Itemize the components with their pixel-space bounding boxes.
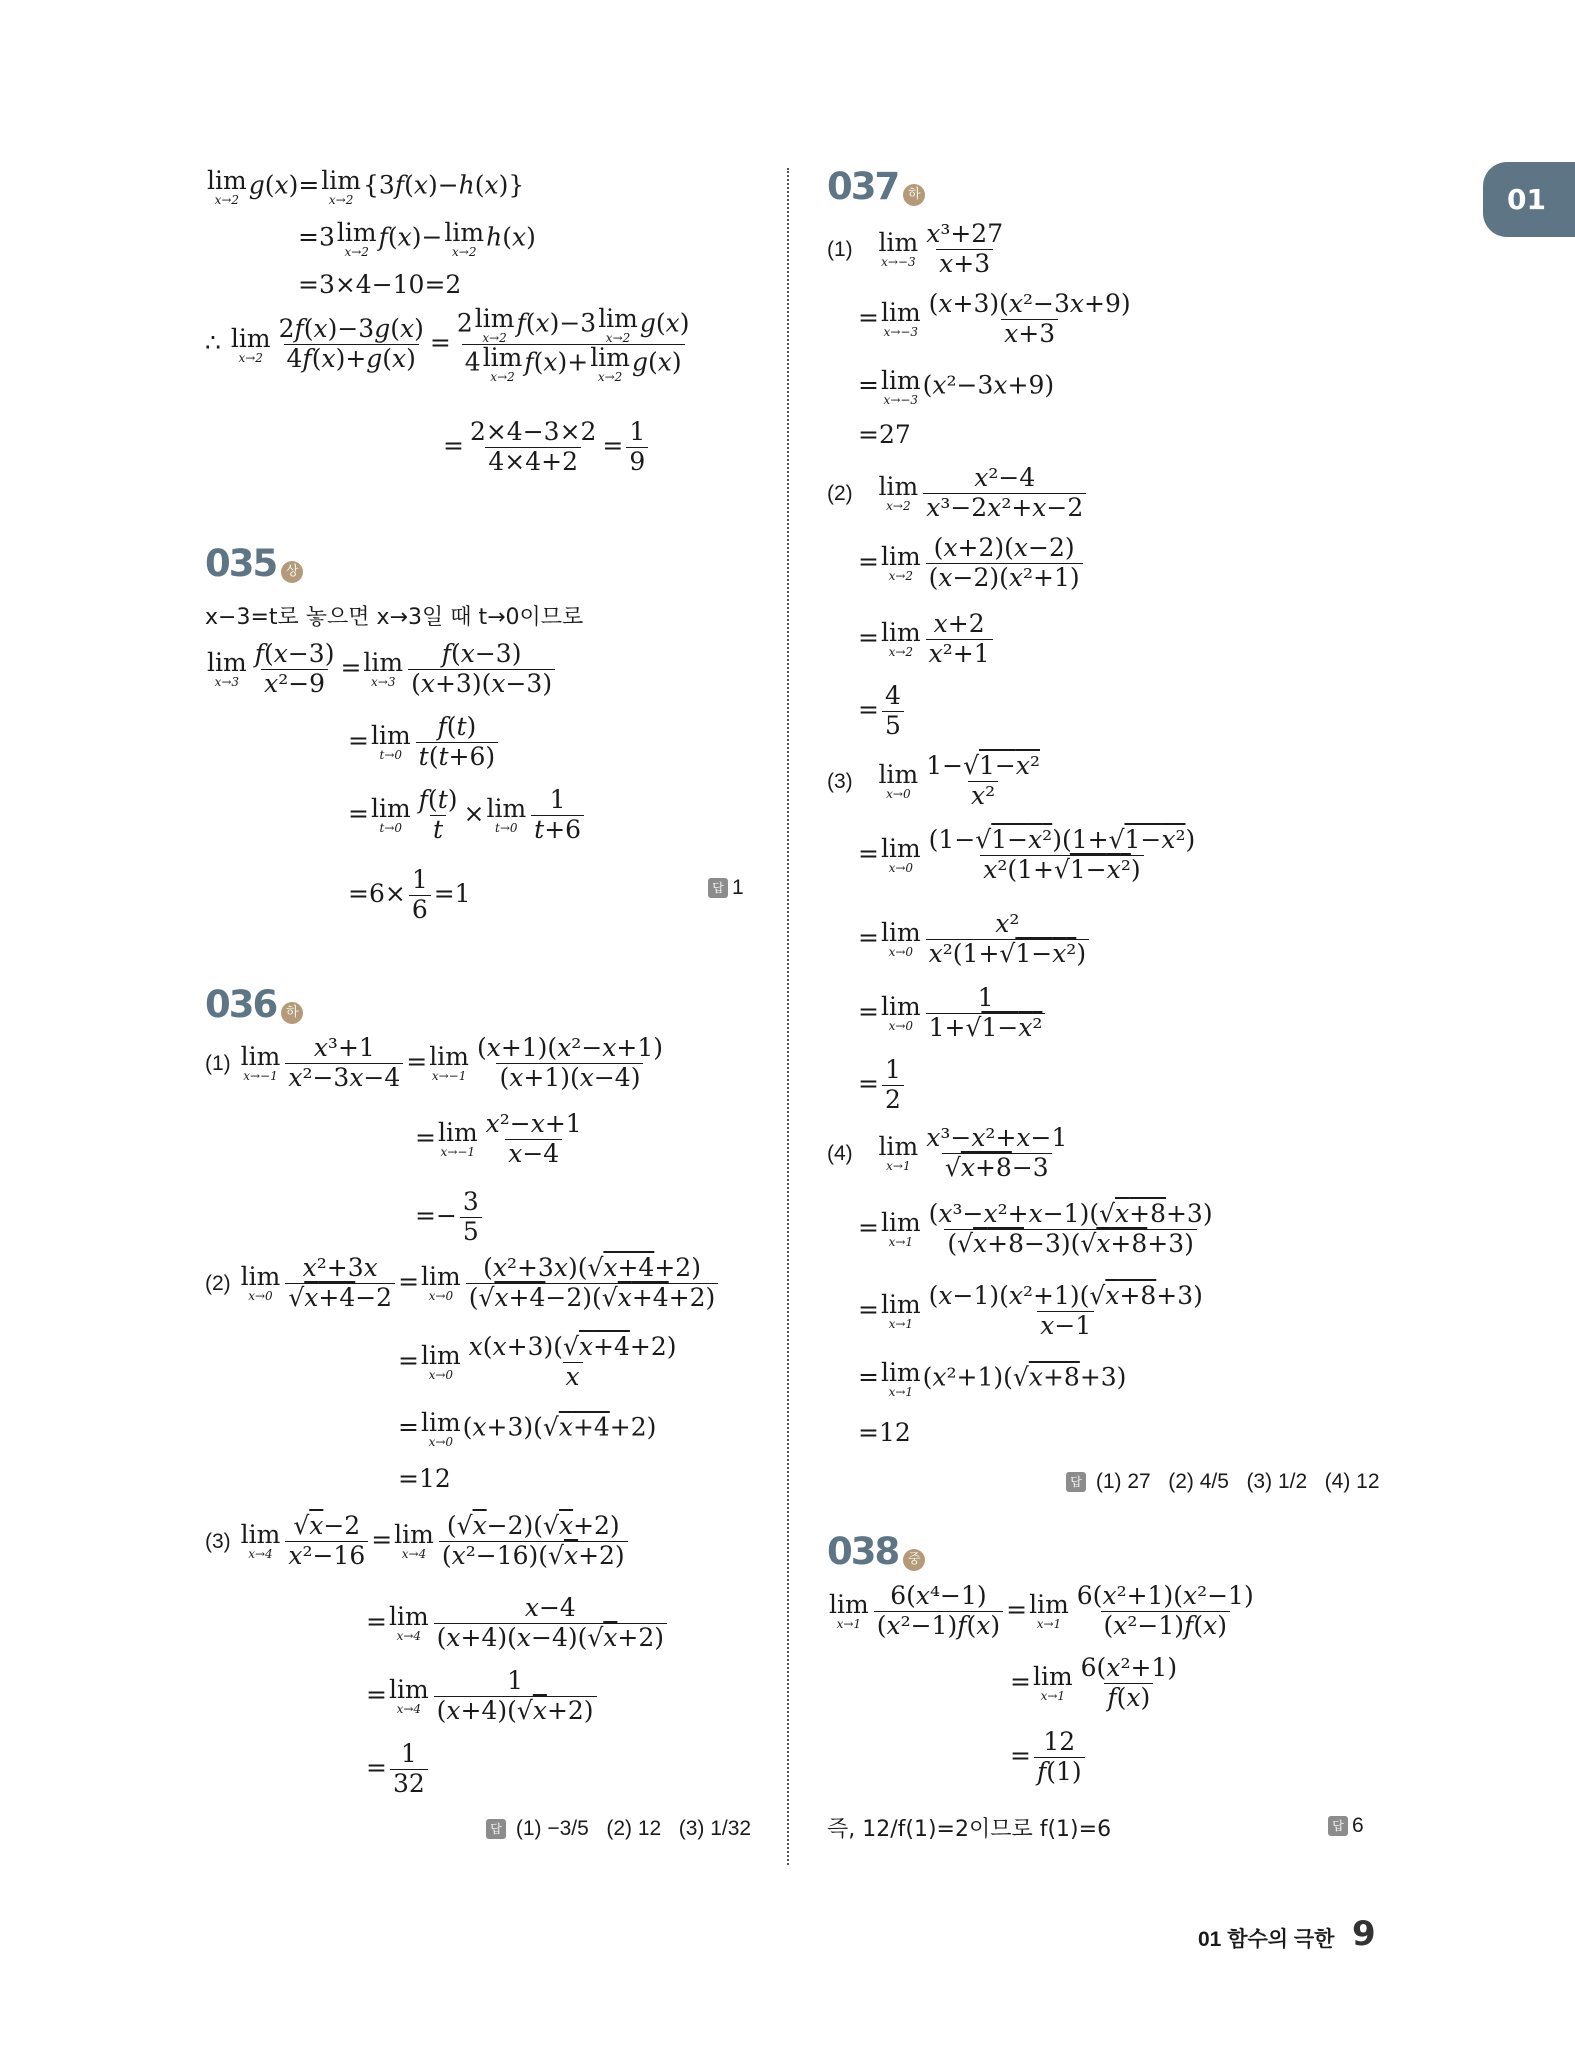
math-line: =lim x→−3 $\frac{\text{(x+3)(x²−3x+9)}}{x+3}$ — [858, 289, 1131, 348]
math-line: = $\frac{2\times 4-3\times 2}{4\times 4+2}$ = $\frac{1}{9}$ — [443, 418, 651, 477]
math-line: =lim x→0 (x+3)(√x+4+2) — [398, 1408, 657, 1449]
math-line: =lim x→1 $\frac{\text{(x−1)(x²+1)(√x+8+3)}}{x-1}$ — [858, 1281, 1203, 1340]
math-line: ∴ lim x→2 $\frac{2f(x)-3g(x)}{4f(x)+g(x)}$ = 2lim x→2 f(x)−3lim x→2 g(x) 4lim x→2 f(x)+lim x→2 g(x) — [205, 304, 690, 384]
math-line: (3) lim x→0 $\frac{\text{1−√1−x²}}{\text{x²}}$ — [827, 751, 1041, 810]
math-line: =12 — [398, 1464, 451, 1493]
math-line: =27 — [858, 420, 911, 449]
problem-number: 038 — [827, 1530, 899, 1573]
math-line: =3×4−10=2 — [298, 270, 462, 299]
problem-038-conclusion: 즉, 12/f(1)=2이므로 f(1)=6 — [827, 1817, 1112, 1842]
problem-number: 036 — [205, 983, 277, 1026]
problem-035-answer: 답 1 — [708, 876, 744, 900]
difficulty-badge: 하 — [903, 184, 925, 206]
column-divider — [787, 168, 789, 1865]
math-line: = $\frac{1}{32}$ — [366, 1740, 431, 1799]
math-line: =lim x→0 $\frac{\text{(1−√1−x²)(1+√1−x²)}}{\text{x²(1+√1−x²)}}$ — [858, 825, 1196, 884]
math-line: = $\frac{1}{2}$ — [858, 1056, 907, 1115]
problem-037-answer: 답 (1) 27 (2) 4/5 (3) 1/2 (4) 12 — [1066, 1470, 1380, 1494]
math-line: =lim x→0 $\frac{\text{x²}}{\text{x²(1+√1−x²)}}$ — [858, 910, 1092, 969]
math-line: =lim x→1 $\frac{\text{6(x²+1)}}{f(x)}$ — [1010, 1653, 1178, 1712]
problem-036-header — [205, 983, 303, 1026]
math-line: =lim x→1 (x²+1)(√x+8+3) — [858, 1358, 1127, 1399]
problem-037-header — [827, 165, 925, 208]
math-line: (4) lim x→1 $\frac{\text{x³−x²+x−1}}{√x+8-3}$ — [827, 1123, 1068, 1182]
math-line: =lim x→4 $\frac{x-4}{(x+4)(x-4)(√x+2)}$ — [366, 1594, 670, 1653]
problem-number: 035 — [205, 542, 277, 585]
math-line: = $\frac{4}{5}$ — [858, 682, 907, 741]
problem-038-header — [827, 1530, 925, 1573]
math-line: (1) lim x→−1 $\frac{\text{x³+1}}{\text{x²−3x−4}}$ =lim x→−1 $\frac{\text{(x+1)(x²−x+1)}}{(x+1)(x-4)}$ — [205, 1033, 663, 1092]
math-line: =3lim x→2 f(x)−lim x→2 h(x) — [298, 218, 536, 259]
math-line: lim x→1 $\frac{\text{6(x⁴−1)}}{\text{(x²−1)f(x)}}$ =lim x→1 $\frac{\text{6(x²+1)(x²−1)}}{\text{(x²−1)f(x)}}$ — [829, 1581, 1254, 1640]
problem-035-header — [205, 542, 303, 585]
answer-icon: 답 — [486, 1819, 506, 1839]
problem-number: 037 — [827, 165, 899, 208]
chapter-tab-label: 01 — [1507, 183, 1546, 216]
math-line: =lim x→−1 $\frac{\text{x²−x+1}}{x-4}$ — [415, 1109, 582, 1168]
math-line: =lim x→0 $\frac{x(x+3)(√x+4+2)}{x}$ — [398, 1332, 677, 1391]
math-line: =6× $\frac{1}{6}$ =1 — [348, 865, 471, 924]
page-number: 9 — [1352, 1914, 1376, 1954]
answer-icon: 답 — [1328, 1816, 1348, 1836]
problem-036-answer: 답 (1) −3/5 (2) 12 (3) 1/32 — [486, 1817, 751, 1841]
chapter-tab — [1483, 162, 1575, 237]
chapter-title: 01 함수의 극한 — [1198, 1928, 1335, 1951]
math-line: (2) lim x→2 $\frac{\text{x²−4}}{\text{x³−2x²+x−2}}$ — [827, 464, 1089, 523]
math-line: =12 — [858, 1418, 911, 1447]
math-line: (3) lim x→4 $\frac{√x-2}{\text{x²−16}}$ =lim x→4 $\frac{(√x-2)(√x+2)}{\text{(x²−16)(√x+2)}}$ — [205, 1512, 631, 1571]
math-line: =lim t→0 $\frac{f(t)}{t(t+6)}$ — [348, 713, 501, 772]
difficulty-badge: 하 — [281, 1002, 303, 1024]
math-line: =lim x→2 $\frac{(x+2)(x-2)}{\text{(x−2)(x²+1)}}$ — [858, 534, 1086, 593]
math-line: lim x→3 $\frac{f(x-3)}{\text{x²−9}}$ =lim x→3 $\frac{f(x-3)}{(x+3)(x-3)}$ — [205, 640, 558, 699]
difficulty-badge: 중 — [903, 1549, 925, 1571]
math-line: lim x→2 g(x)=lim x→2 {3f(x)−h(x)} — [207, 166, 525, 207]
answer-icon: 답 — [1066, 1472, 1086, 1492]
problem-035-intro: x−3=t로 놓으면 x→3일 때 t→0이므로 — [205, 605, 584, 630]
difficulty-badge: 상 — [281, 561, 303, 583]
math-line: =lim x→2 $\frac{x+2}{\text{x²+1}}$ — [858, 610, 996, 669]
math-line: =lim t→0 $\frac{f(t)}{t}$ ×lim t→0 $\frac{1}{t+6}$ — [348, 786, 587, 845]
math-line: =− $\frac{3}{5}$ — [415, 1188, 485, 1247]
math-line: = $\frac{12}{f(1)}$ — [1010, 1728, 1088, 1787]
answer-icon: 답 — [708, 878, 728, 898]
math-line: =lim x→4 $\frac{1}{(x+4)(√x+2)}$ — [366, 1667, 600, 1726]
math-line: (2) lim x→0 $\frac{\text{x²+3x}}{√x+4-2}$ =lim x→0 $\frac{\text{(x²+3x)(√x+4+2)}}{(√x+4-2)(√x+4+2)}$ — [205, 1254, 721, 1313]
problem-038-answer: 답 6 — [1328, 1814, 1364, 1838]
math-line: =lim x→−3 (x²−3x+9) — [858, 366, 1055, 407]
math-line: =lim x→1 $\frac{\text{(x³−x²+x−1)(√x+8+3)}}{(√x+8-3)(√x+8+3)}$ — [858, 1199, 1213, 1258]
math-line: =lim x→0 $\frac{1}{\text{1+√1−x²}}$ — [858, 984, 1048, 1043]
math-line: (1) lim x→−3 $\frac{\text{x³+27}}{x+3}$ — [827, 219, 1004, 278]
